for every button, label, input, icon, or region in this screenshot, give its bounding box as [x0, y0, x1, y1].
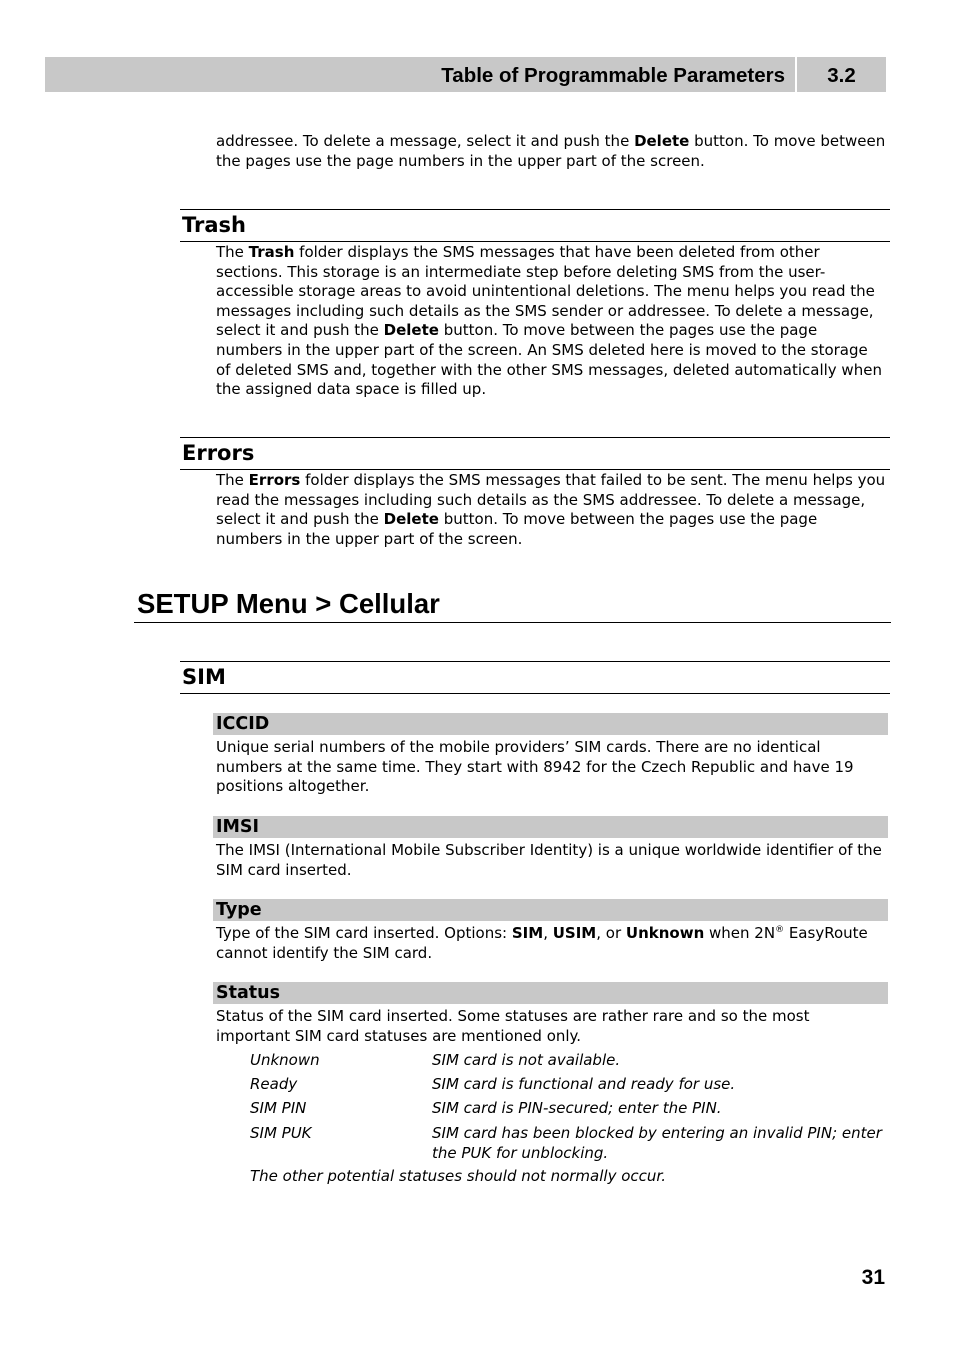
status-term: Ready	[250, 1075, 298, 1093]
intro-paragraph: addressee. To delete a message, select it and push the Delete button. To move between the pages use the page numbers in the upper part of the screen.	[216, 132, 886, 170]
status-description: SIM card is functional and ready for use.	[432, 1075, 736, 1093]
type-paragraph: Type of the SIM card inserted. Options: SIM, USIM, or Unknown when 2N® EasyRoute cannot identify the SIM card.	[216, 924, 868, 962]
status-heading: Status	[213, 982, 888, 1004]
header-section-number: 3.2	[797, 57, 886, 92]
header-title: Table of Programmable Parameters	[45, 57, 795, 92]
trash-paragraph: The Trash folder displays the SMS messages that have been deleted from other sections. This storage is an intermediate step before deleting SMS from the user-accessible storage areas to avoid unintentional deletions. The menu helps you read the messages including such details as the SMS sender or addressee. To delete a message, select it and push the Delete button. To move between the pages use the page numbers in the upper part of the screen. An SMS deleted here is moved to the storage of deleted SMS and, together with the other SMS messages, deleted automatically when the assigned data space is filled up.	[216, 243, 882, 399]
iccid-paragraph: Unique serial numbers of the mobile providers’ SIM cards. There are no identical numbers at the same time. They start with 8942 for the Czech Republic and have 19 positions altogether.	[216, 738, 854, 796]
type-heading: Type	[213, 899, 888, 921]
imsi-heading: IMSI	[213, 816, 888, 838]
page-header	[45, 57, 886, 92]
page-number: 31	[861, 1266, 885, 1289]
status-paragraph: Status of the SIM card inserted. Some statuses are rather rare and so the most important SIM card statuses are mentioned only.	[216, 1007, 810, 1045]
imsi-paragraph: The IMSI (International Mobile Subscriber Identity) is a unique worldwide identifier of the SIM card inserted.	[216, 841, 882, 879]
status-description: SIM card is PIN-secured; enter the PIN.	[432, 1099, 722, 1117]
setup-cellular-heading: SETUP Menu > Cellular	[134, 584, 891, 623]
trash-heading: Trash	[180, 209, 890, 242]
status-description: SIM card has been blocked by entering an invalid PIN; enter the PUK for unblocking.	[432, 1124, 882, 1162]
status-description: SIM card is not available.	[432, 1051, 621, 1069]
errors-paragraph: The Errors folder displays the SMS messages that failed to be sent. The menu helps you read the messages including such details as the SMS addressee. To delete a message, select it and push the Delete button. To move between the pages use the page numbers in the upper part of the screen.	[216, 471, 886, 548]
status-note: The other potential statuses should not normally occur.	[250, 1167, 666, 1185]
status-term: SIM PIN	[250, 1099, 307, 1117]
status-term: Unknown	[250, 1051, 320, 1069]
errors-heading: Errors	[180, 437, 890, 470]
iccid-heading: ICCID	[213, 713, 888, 735]
status-term: SIM PUK	[250, 1124, 312, 1142]
sim-heading: SIM	[180, 661, 890, 694]
